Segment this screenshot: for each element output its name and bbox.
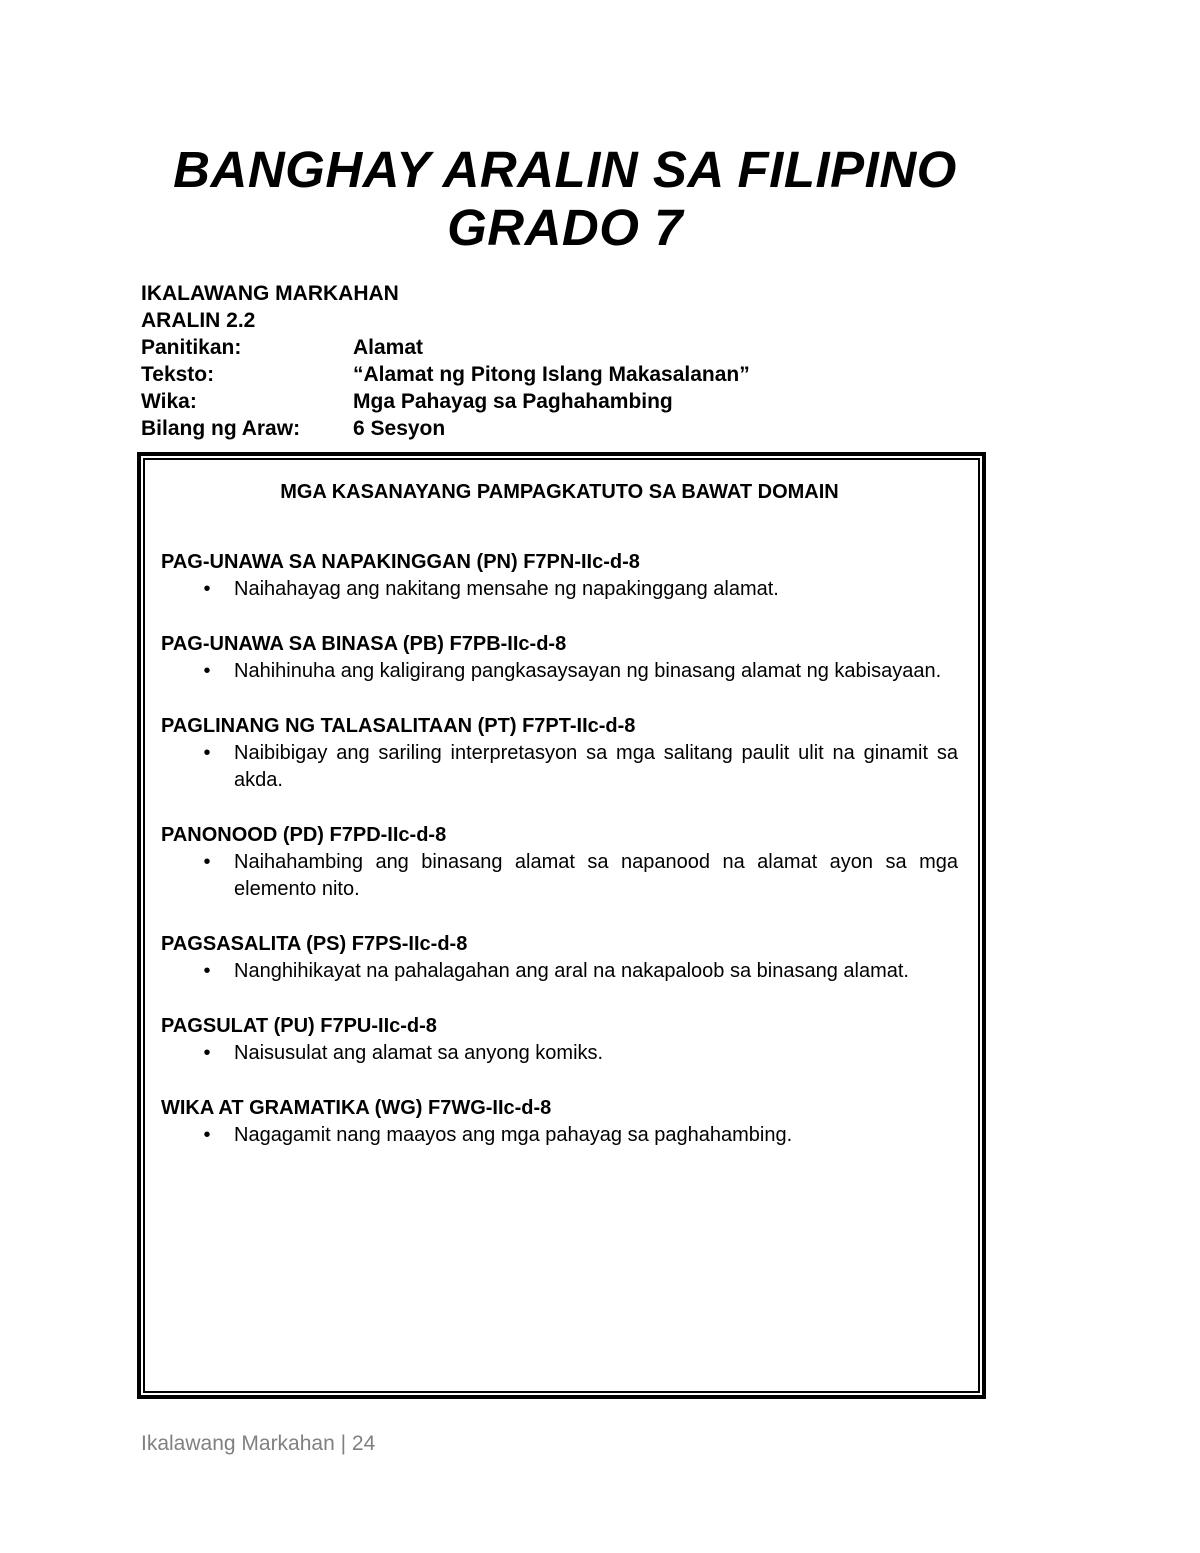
meta-value: Mga Pahayag sa Paghahambing	[353, 390, 673, 413]
page-footer: Ikalawang Markahan | 24	[141, 1432, 376, 1455]
meta-row-teksto	[141, 361, 750, 388]
meta-label: Bilang ng Araw:	[141, 417, 301, 440]
bullet-icon: •	[203, 660, 211, 682]
competencies-box	[137, 452, 986, 1399]
domain-pt	[161, 712, 958, 794]
domain-wg	[161, 1094, 958, 1149]
list-item-text: Nanghihikayat na pahalagahan ang aral na nakapaloob sa binasang alamat.	[234, 960, 909, 982]
meta-row-bilang-ng-araw	[141, 415, 750, 442]
domain-title: PAGSULAT (PU) F7PU-IIc-d-8	[161, 1015, 437, 1037]
bullet-icon: •	[203, 960, 211, 982]
domain-ps	[161, 930, 958, 985]
lesson-label: ARALIN 2.2	[141, 309, 256, 332]
domain-title: PANONOOD (PD) F7PD-IIc-d-8	[161, 824, 447, 846]
domain-title: WIKA AT GRAMATIKA (WG) F7WG-IIc-d-8	[161, 1097, 552, 1119]
domain-items	[161, 849, 958, 903]
meta-label: Teksto:	[141, 363, 215, 386]
list-item-text: Naisusulat ang alamat sa anyong komiks.	[234, 1042, 604, 1064]
meta-value: “Alamat ng Pitong Islang Makasalanan”	[353, 363, 750, 386]
bullet-icon: •	[203, 578, 211, 600]
list-item-text: Naihahambing ang binasang alamat sa napanood na alamat ayon sa mga elemento nito.	[234, 851, 958, 900]
list-item-text: Naibibigay ang sariling interpretasyon sa mga salitang paulit ulit na ginamit sa akda.	[234, 742, 958, 791]
list-item-text: Nagagamit nang maayos ang mga pahayag sa paghahambing.	[234, 1124, 793, 1146]
list-item	[161, 958, 958, 985]
lesson-meta	[141, 280, 750, 442]
bullet-icon: •	[203, 1042, 211, 1064]
domain-pn	[161, 548, 958, 603]
bullet-icon: •	[203, 851, 211, 873]
list-item-text: Nahihinuha ang kaligirang pangkasaysayan ng binasang alamat ng kabisayaan.	[234, 660, 942, 682]
meta-label: Wika:	[141, 390, 197, 413]
list-item	[161, 849, 958, 903]
domain-items	[161, 1122, 958, 1149]
domain-title: PAG-UNAWA SA BINASA (PB) F7PB-IIc-d-8	[161, 633, 567, 655]
list-item	[161, 1122, 958, 1149]
list-item	[161, 740, 958, 794]
quarter-label: IKALAWANG MARKAHAN	[141, 282, 399, 305]
meta-row-wika	[141, 388, 750, 415]
meta-value: Alamat	[353, 336, 424, 359]
competencies-heading: MGA KASANAYANG PAMPAGKATUTO SA BAWAT DOMAIN	[280, 481, 839, 503]
list-item	[161, 576, 958, 603]
meta-label: Panitikan:	[141, 336, 242, 359]
domain-title: PAGSASALITA (PS) F7PS-IIc-d-8	[161, 933, 468, 955]
domain-items	[161, 958, 958, 985]
domain-items	[161, 576, 958, 603]
competencies-box-inner	[143, 458, 980, 1393]
domain-pu	[161, 1012, 958, 1067]
domain-title: PAGLINANG NG TALASALITAAN (PT) F7PT-IIc-d-8	[161, 715, 636, 737]
list-item	[161, 658, 958, 685]
domain-items	[161, 658, 958, 685]
meta-row-panitikan	[141, 334, 750, 361]
meta-value: 6 Sesyon	[353, 417, 446, 440]
list-item	[161, 1040, 958, 1067]
domain-items	[161, 740, 958, 794]
domain-items	[161, 1040, 958, 1067]
page-subtitle-grade: GRADO 7	[447, 199, 683, 256]
page-title: BANGHAY ARALIN SA FILIPINO	[173, 141, 957, 198]
bullet-icon: •	[203, 1124, 211, 1146]
domain-title: PAG-UNAWA SA NAPAKINGGAN (PN) F7PN-IIc-d-8	[161, 551, 640, 573]
bullet-icon: •	[203, 742, 211, 764]
domain-pd	[161, 821, 958, 903]
domain-pb	[161, 630, 958, 685]
list-item-text: Naihahayag ang nakitang mensahe ng napakinggang alamat.	[234, 578, 779, 600]
